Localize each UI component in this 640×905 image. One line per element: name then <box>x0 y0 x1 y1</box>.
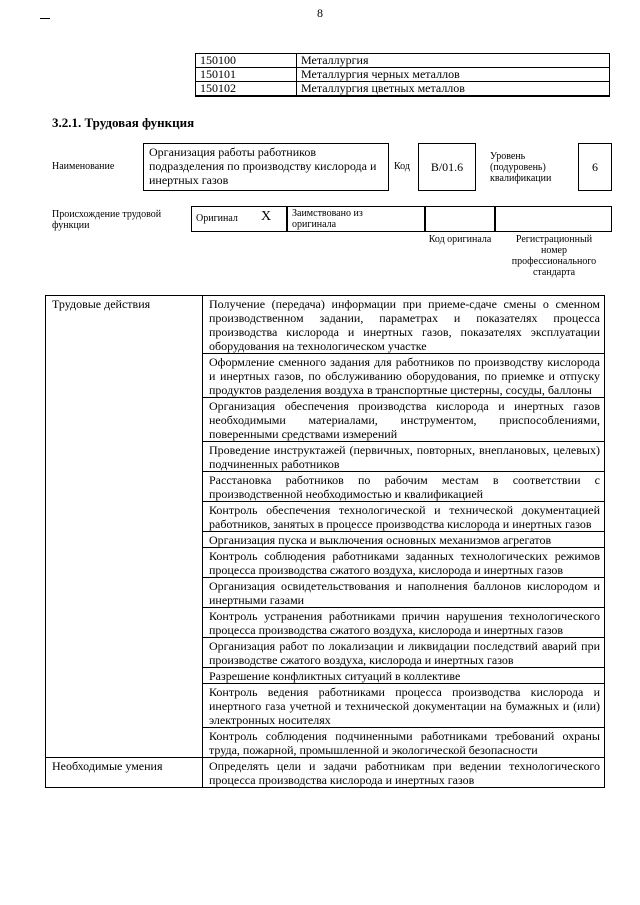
labor-action-item: Контроль устранения работниками причин нарушения технологического процесса производства сжатого воздуха, кислорода и инертных газов <box>203 608 605 638</box>
okved-row <box>196 68 610 82</box>
okved-name: Металлургия цветных металлов <box>297 82 610 97</box>
borrowed-label: Заимствовано из оригинала <box>292 208 363 230</box>
labor-action-item: Разрешение конфликтных ситуаций в коллективе <box>203 668 605 684</box>
labor-action-item: Проведение инструктажей (первичных, повторных, внеплановых, целевых) подчиненных работников <box>203 442 605 472</box>
section-title: 3.2.1. Трудовая функция <box>52 115 195 130</box>
name-label: Наименование <box>52 161 115 172</box>
labor-action-item: Расстановка работников по рабочим местам в соответствии с производственной необходимостью и квалификацией <box>203 472 605 502</box>
name-value: Организация работы работников подразделения по производству кислорода и инертных газов <box>149 145 377 187</box>
skill-row <box>46 758 605 788</box>
labor-action-row <box>46 296 605 354</box>
labor-action-item: Организация пуска и выключения основных механизмов агрегатов <box>203 532 605 548</box>
okved-row <box>196 54 610 68</box>
name-value-box <box>143 143 389 191</box>
code-original-box <box>424 206 496 232</box>
code-box <box>418 143 476 191</box>
code-label: Код <box>394 161 410 172</box>
level-label: Уровень (подуровень) квалификации <box>490 151 552 184</box>
labor-action-item: Организация освидетельствования и наполнения баллонов кислородом и инертными газами <box>203 578 605 608</box>
labor-action-item: Контроль ведения работниками процесса производства кислорода и инертного газа учетной и технической документации на бумажных и (или) электронных носителях <box>203 684 605 728</box>
okved-code: 150102 <box>196 82 297 97</box>
okved-name: Металлургия <box>297 54 610 68</box>
reg-number-box <box>494 206 612 232</box>
okved-table <box>195 53 610 97</box>
original-mark: X <box>261 209 272 224</box>
level-value: 6 <box>592 160 598 174</box>
okved-row <box>196 82 610 97</box>
level-box <box>578 143 612 191</box>
labor-action-item: Контроль обеспечения технологической и технической документацией работников, занятых в процессе производства кислорода и инертных газов <box>203 502 605 532</box>
labor-action-item: Оформление сменного задания для работников по производству кислорода и инертных газов, по обслуживанию оборудования, по приемке и отпуску продуктов разделения воздуха в транспортные цистерны, сосуды, баллоны <box>203 354 605 398</box>
labor-action-item: Организация работ по локализации и ликвидации последствий аварий при производстве сжатого воздуха, кислорода и инертных газов <box>203 638 605 668</box>
page-number: 8 <box>317 6 323 20</box>
code-value: В/01.6 <box>430 160 464 174</box>
labor-action-item: Контроль соблюдения работниками заданных технологических режимов процесса производства сжатого воздуха, кислорода и инертных газов <box>203 548 605 578</box>
origin-label: Происхождение трудовой функции <box>52 209 162 231</box>
labor-action-item: Получение (передача) информации при приеме-сдаче смены о сменном производственном задании, параметрах и показателях процесса производства кислорода и инертных газов, показателях эксплуатации оборудования на технологическом участке <box>203 296 605 354</box>
labor-action-label: Трудовые действия <box>46 296 203 758</box>
okved-code: 150101 <box>196 68 297 82</box>
original-label: Оригинал <box>196 213 238 224</box>
code-original-caption: Код оригинала <box>428 234 492 245</box>
okved-name: Металлургия черных металлов <box>297 68 610 82</box>
labor-action-item: Контроль соблюдения подчиненными работниками требований охраны труда, пожарной, промышленной и экологической безопасности <box>203 728 605 758</box>
skill-item: Определять цели и задачи работникам при ведении технологического процесса производства кислорода и инертных газов <box>203 758 605 788</box>
labor-function-table <box>45 295 605 788</box>
skill-label: Необходимые умения <box>46 758 203 788</box>
labor-action-item: Организация обеспечения производства кислорода и инертных газов необходимыми материалами, инструментом, приспособлениями, поверенными средствами измерений <box>203 398 605 442</box>
reg-number-caption: Регистрационный номер профессионального стандарта <box>511 234 597 278</box>
okved-code: 150100 <box>196 54 297 68</box>
